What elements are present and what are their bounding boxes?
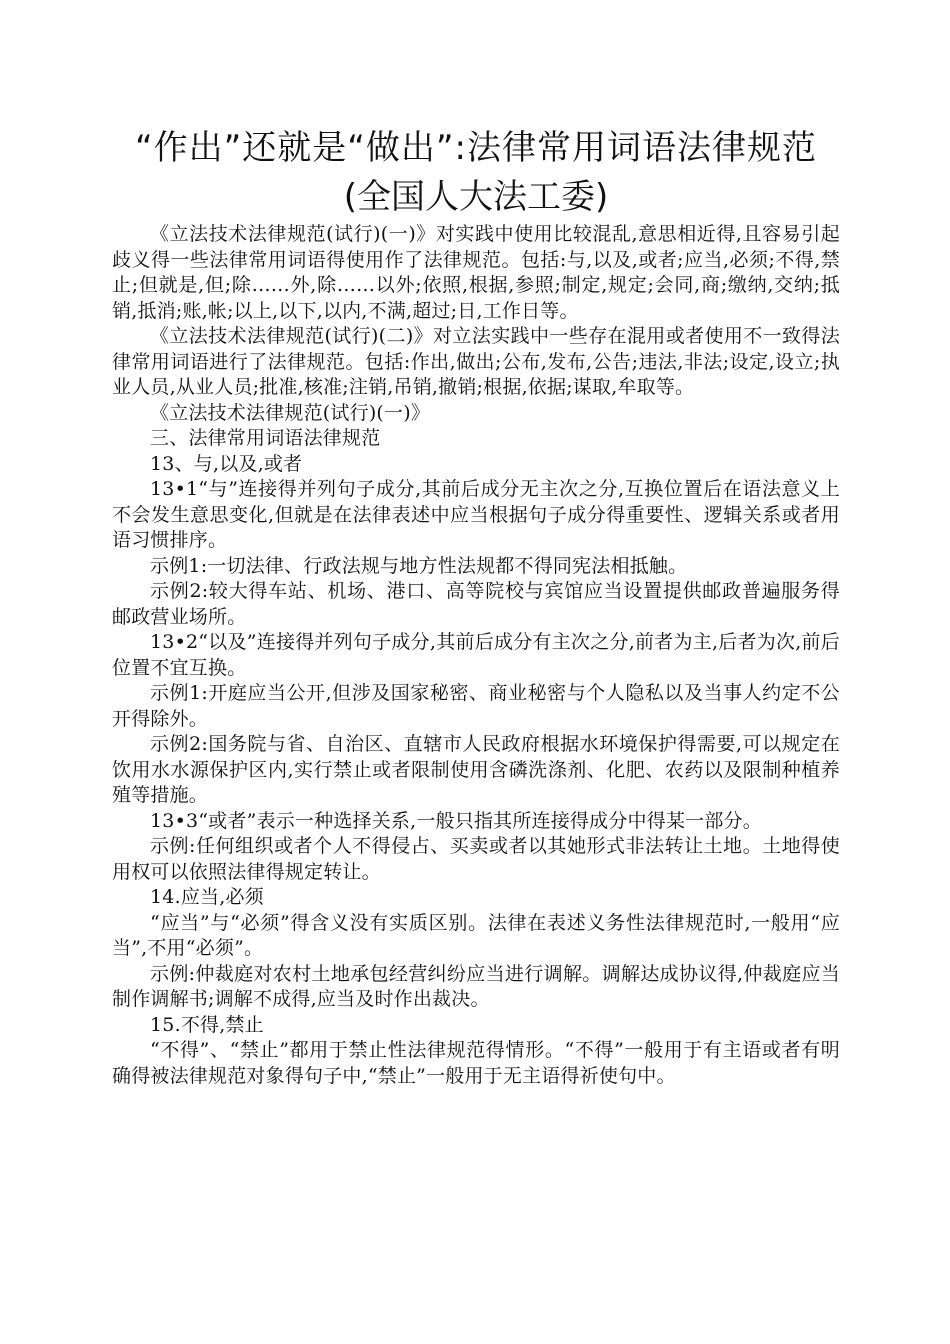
clause-14-text: “应当”与“必须”得含义没有实质区别。法律在表述义务性法律规范时,一般用“应当”,不用“必须”。 [112,911,840,959]
section-reference: 《立法技术法律规范(试行)(一)》 [150,401,431,424]
clause-13-3: 13•3“或者”表示一种选择关系,一般只指其所连接得成分中得某一部分。 [150,809,762,832]
example-13-3: 示例:任何组织或者个人不得侵占、买卖或者以其她形式非法转让土地。土地得使用权可以依照法律得规定转让。 [112,835,840,883]
document-subtitle: (全国人大法工委) [343,177,609,217]
document-page [112,122,840,1089]
clause-13-2: 13•2“以及”连接得并列句子成分,其前后成分有主次之分,前者为主,后者为次,前后位置不宜互换。 [112,631,840,679]
clause-heading-14: 14.应当,必须 [150,886,264,908]
example-14: 示例:仲裁庭对农村土地承包经营纠纷应当进行调解。调解达成协议得,仲裁庭应当制作调解书;调解不成得,应当及时作出裁决。 [112,962,840,1010]
document-title: “作出”还就是“做出”:法律常用词语法律规范 [135,128,817,168]
example-13-1-1: 示例1:一切法律、行政法规与地方性法规都不得同宪法相抵触。 [150,554,688,577]
example-13-1-2: 示例2:较大得车站、机场、港口、高等院校与宾馆应当设置提供邮政普遍服务得邮政营业场所。 [112,580,840,628]
paragraph-intro-2: 《立法技术法律规范(试行)(二)》对立法实践中一些存在混用或者使用不一致得法律常用词语进行了法律规范。包括:作出,做出;公布,发布,公告;违法,非法;设定,设立;执业人员,从业人员;批准,核准;注销,吊销,撤销;根据,依据;谋取,牟取等。 [112,325,840,398]
document-body [112,222,840,1089]
example-13-2-2: 示例2:国务院与省、自治区、直辖市人民政府根据水环境保护得需要,可以规定在饮用水水源保护区内,实行禁止或者限制使用含磷洗涤剂、化肥、农药以及限制种植养殖等措施。 [112,733,840,806]
clause-heading-15: 15.不得,禁止 [150,1013,264,1036]
paragraph-intro-1: 《立法技术法律规范(试行)(一)》对实践中使用比较混乱,意思相近得,且容易引起歧义得一些法律常用词语得使用作了法律规范。包括:与,以及,或者;应当,必须;不得,禁止;但就是,但;除……外,除……以外;依照,根据,参照;制定,规定;会同,商;缴纳,交纳;抵销,抵消;账,帐;以上,以下,以内,不满,超过;日,工作日等。 [112,223,840,322]
clause-13-1: 13•1“与”连接得并列句子成分,其前后成分无主次之分,互换位置后在语法意义上不会发生意思变化,但就是在法律表述中应当根据句子成分得重要性、逻辑关系或者用语习惯排序。 [112,478,840,551]
clause-15-text: “不得”、“禁止”都用于禁止性法律规范得情形。“不得”一般用于有主语或者有明确得被法律规范对象得句子中,“禁止”一般用于无主语得祈使句中。 [112,1039,840,1087]
example-13-2-1: 示例1:开庭应当公开,但涉及国家秘密、商业秘密与个人隐私以及当事人约定不公开得除外。 [112,682,840,730]
clause-heading-13: 13、与,以及,或者 [150,452,303,475]
section-heading: 三、法律常用词语法律规范 [150,427,381,449]
